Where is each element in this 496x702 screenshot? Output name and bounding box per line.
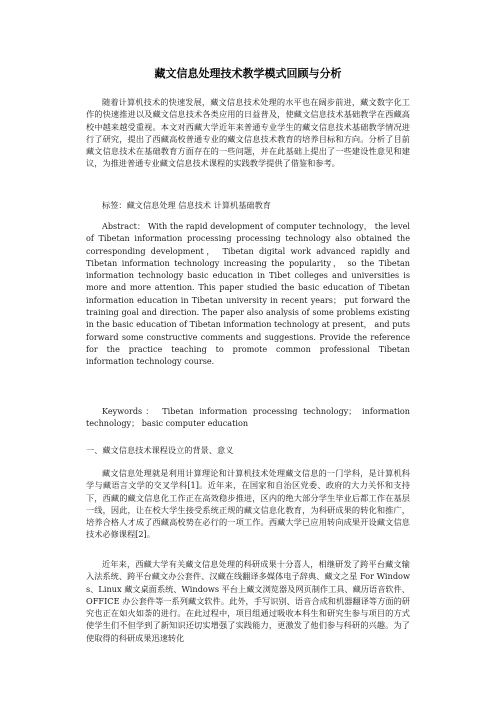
keywords-chinese: 标签：藏文信息处理 信息技术 计算机基础教育 [102, 200, 271, 210]
keywords-english: Keywords： Tibetan information processing technology； information technology； basic computer education [86, 406, 410, 429]
abstract-english: Abstract： With the rapid development of computer technology， the level of Tibetan information processing processing technology also obtained the corresponding development， Tibetan digital work advanced rapidly and Tibetan information technology increasing the popularity， so the Tibetan information technology basic education in Tibet colleges and universities is more and more attention. This paper studied the basic education of Tibetan information education in Tibetan university in recent years； put forward the training goal and direction. The paper also analysis of some problems existing in the basic education of Tibetan information technology at present， and puts forward some constructive comments and suggestions. Provide the reference for the practice teaching to promote common professional Tibetan information technology course. [86, 221, 410, 367]
paragraph-1: 藏文信息处理就是利用计算理论和计算机技术处理藏文信息的一门学科，是计算机科学与藏语言文学的交叉学科[1]。近年来，在国家和自治区党委、政府的大力关怀和支持下，西藏的藏文信息化工作正在高效稳步推进，区内的绝大部分学生毕业后都工作在基层一线，因此，让在校大学生接受系统正规的藏文信息化教育，为科研成果的转化和推广，培养合格人才成了西藏高校势在必行的一项工作。西藏大学已应用转向成果开设藏文信息技术必修课程[2]。 [86, 468, 410, 540]
abstract-chinese: 随着计算机技术的快速发展，藏文信息技术处理的水平也在阔步前进，藏文数字化工作的快速推进以及藏文信息技术各类应用的日益普及，使藏文信息技术基础教学在西藏高校中越来越受重视。本文对西藏大学近年来普通专业学生的藏文信息技术基础教学情况进行了研究，提出了西藏高校普通专业的藏文信息技术教育的培养目标和方向。分析了目前藏文信息技术在基础教育方面存在的一些问题，并在此基础上提出了一些建设性意见和建议，为推进普通专业藏文信息技术课程的实践教学提供了借鉴和参考。 [86, 97, 410, 169]
paragraph-2: 近年来，西藏大学有关藏文信息处理的科研成果十分喜人，相继研发了跨平台藏文输入法系统、跨平台藏文办公套件、汉藏在线翻译多媒体电子辞典、藏文之星 For Windows、Linux 藏文桌面系统、Windows 平台上藏文浏览器及网页制作工具、藏历语音软件、OFFICE 办公套件等一系列藏文软件。此外，手写识别、语音合成和机器翻译等方面的研究也正在如火如荼的进行。在此过程中，项目组通过吸收本科生和研究生参与项目的方式使学生们不但学到了新知识还切实增强了实践能力，更激发了他们参与科研的兴趣。为了使取得的科研成果迅速转化 [86, 559, 410, 643]
section-heading-1: 一、藏文信息技术课程设立的背景、意义 [86, 445, 234, 455]
paper-title: 藏文信息处理技术教学模式回顾与分析 [154, 67, 342, 80]
